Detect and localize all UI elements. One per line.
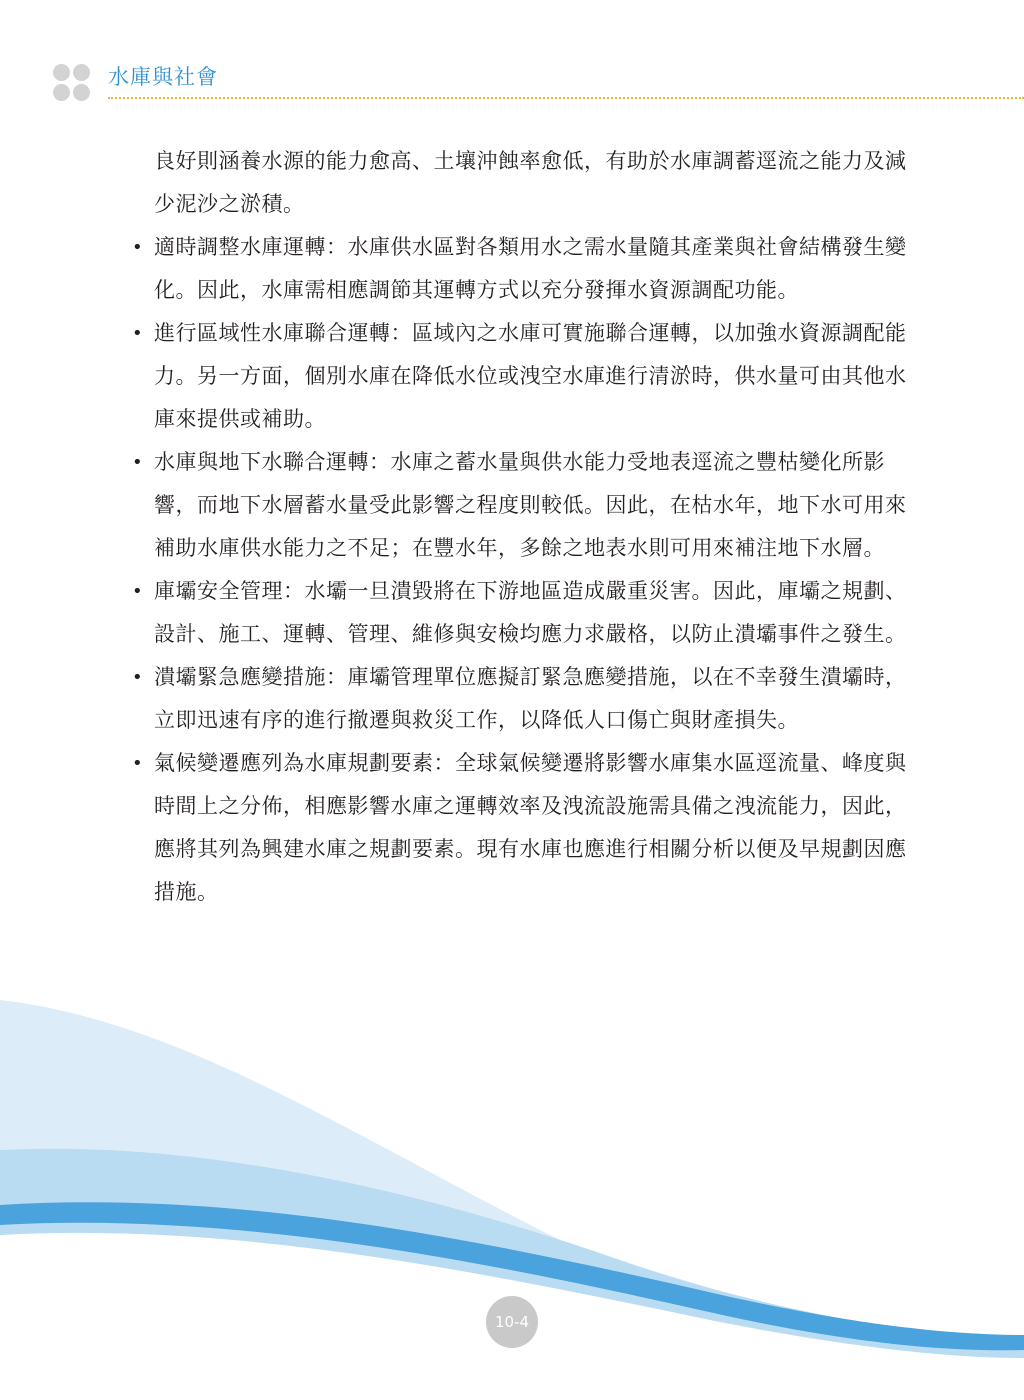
bullet-icon: •	[132, 667, 144, 688]
header-divider	[108, 97, 1024, 99]
bullet-icon: •	[132, 323, 144, 344]
bullet-item	[120, 441, 920, 570]
bullet-text: 水庫與地下水聯合運轉：水庫之蓄水量與供水能力受地表逕流之豐枯變化所影響，而地下水層蓄水量受此影響之程度則較低。因此，在枯水年，地下水可用來補助水庫供水能力之不足；在豐水年，多餘之地表水則可用來補注地下水層。	[154, 450, 907, 560]
bullet-item	[120, 312, 920, 441]
bullet-text: 潰壩緊急應變措施：庫壩管理單位應擬訂緊急應變措施，以在不幸發生潰壩時，立即迅速有序的進行撤遷與救災工作，以降低人口傷亡與財產損失。	[154, 665, 907, 732]
bullet-item	[120, 656, 920, 742]
continued-paragraph: 良好則涵養水源的能力愈高、土壤沖蝕率愈低，有助於水庫調蓄逕流之能力及減少泥沙之淤積。	[154, 149, 907, 216]
bullet-item	[120, 226, 920, 312]
bullet-text: 進行區域性水庫聯合運轉：區域內之水庫可實施聯合運轉，以加強水資源調配能力。另一方面，個別水庫在降低水位或洩空水庫進行清淤時，供水量可由其他水庫來提供或補助。	[154, 321, 907, 431]
header-dots-icon	[53, 64, 93, 104]
body-text	[120, 140, 920, 914]
bullet-item	[120, 742, 920, 914]
bullet-icon: •	[132, 581, 144, 602]
chapter-title: 水庫與社會	[108, 65, 218, 89]
bullet-text: 氣候變遷應列為水庫規劃要素：全球氣候變遷將影響水庫集水區逕流量、峰度與時間上之分佈，相應影響水庫之運轉效率及洩流設施需具備之洩流能力，因此，應將其列為興建水庫之規劃要素。現有水庫也應進行相關分析以便及早規劃因應措施。	[154, 751, 907, 904]
bullet-text: 適時調整水庫運轉：水庫供水區對各類用水之需水量隨其產業與社會結構發生變化。因此，水庫需相應調節其運轉方式以充分發揮水資源調配功能。	[154, 235, 907, 302]
page-number: 10-4	[486, 1296, 538, 1348]
bullet-icon: •	[132, 753, 144, 774]
bullet-item	[120, 570, 920, 656]
bullet-text: 庫壩安全管理：水壩一旦潰毀將在下游地區造成嚴重災害。因此，庫壩之規劃、設計、施工、運轉、管理、維修與安檢均應力求嚴格，以防止潰壩事件之發生。	[154, 579, 907, 646]
bullet-icon: •	[132, 237, 144, 258]
bullet-icon: •	[132, 452, 144, 473]
